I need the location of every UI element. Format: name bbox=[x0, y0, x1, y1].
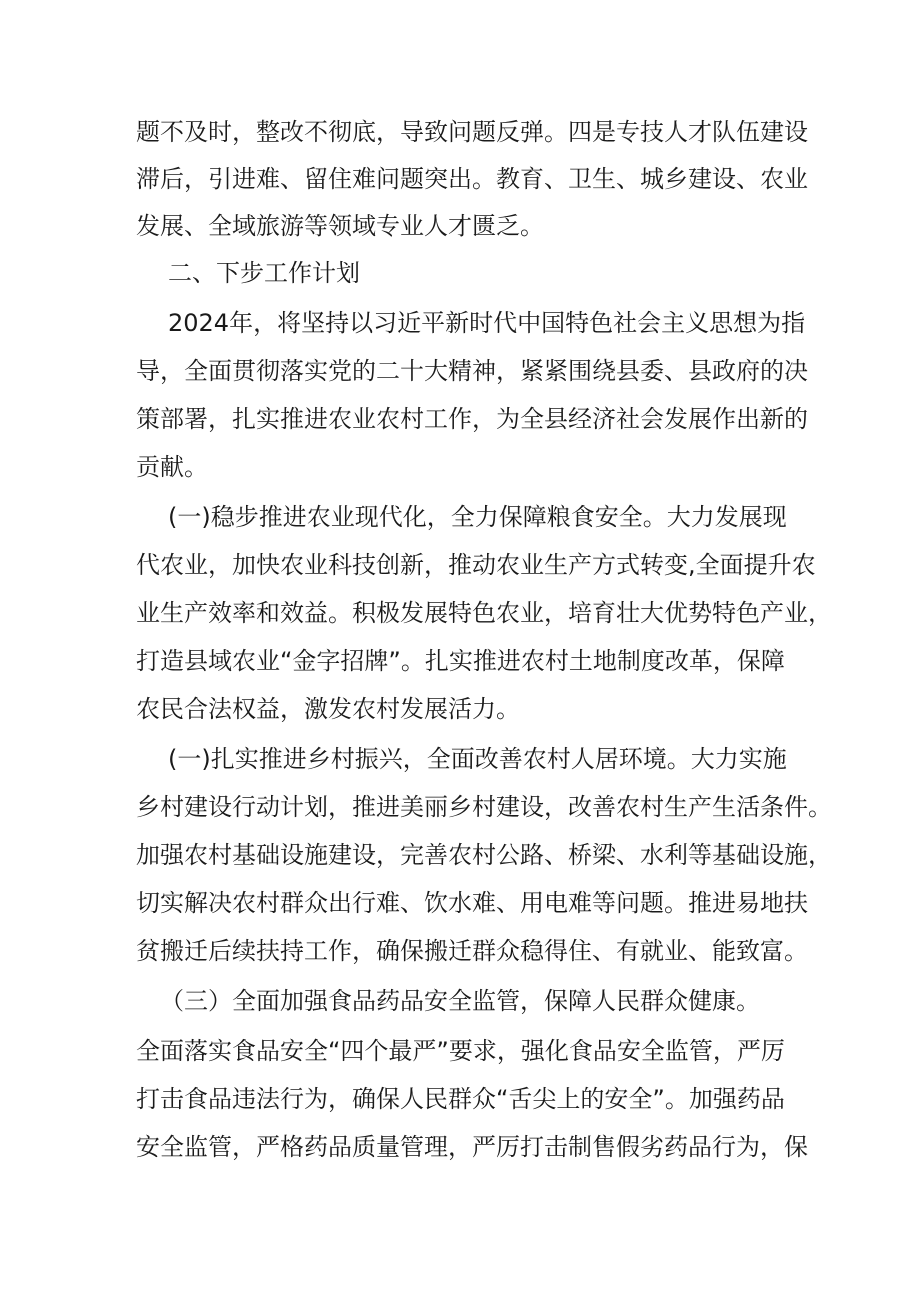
body-text-line: 全面落实食品安全“四个最严”要求，强化食品安全监管，严厉 bbox=[136, 1037, 785, 1065]
body-text-line: 导，全面贯彻落实党的二十大精神，紧紧围绕县委、县政府的决 bbox=[136, 357, 808, 385]
body-text-line: 业生产效率和效益。积极发展特色农业，培育壮大优势特色产业， bbox=[136, 599, 832, 627]
body-text-line: 切实解决农村群众出行难、饮水难、用电难等问题。推进易地扶 bbox=[136, 889, 808, 917]
body-text-line: 加强农村基础设施建设，完善农村公路、桥梁、水利等基础设施， bbox=[136, 841, 832, 869]
body-text-line: 农民合法权益，激发农村发展活力。 bbox=[136, 695, 520, 723]
section-heading: 二、下步工作计划 bbox=[168, 259, 360, 287]
body-text-line: 乡村建设行动计划，推进美丽乡村建设，改善农村生产生活条件。 bbox=[136, 793, 832, 821]
body-text-line: 策部署，扎实推进农业农村工作，为全县经济社会发展作出新的 bbox=[136, 405, 808, 433]
body-text-line: 贫搬迁后续扶持工作，确保搬迁群众稳得住、有就业、能致富。 bbox=[136, 937, 808, 965]
subsection-heading-line: (一)稳步推进农业现代化，全力保障粮食安全。大力发展现 bbox=[168, 503, 787, 531]
body-text-line: 代农业，加快农业科技创新，推动农业生产方式转变,全面提升农 bbox=[136, 551, 816, 579]
body-text-line: 2024年，将坚持以习近平新时代中国特色社会主义思想为指 bbox=[168, 309, 806, 337]
subsection-heading-line: （三）全面加强食品药品安全监管，保障人民群众健康。 bbox=[160, 987, 760, 1015]
body-text-line: 发展、全域旅游等领域专业人才匮乏。 bbox=[136, 212, 544, 240]
body-text-line: 打造县域农业“金字招牌”。扎实推进农村土地制度改革，保障 bbox=[136, 647, 785, 675]
body-text-line: 题不及时，整改不彻底，导致问题反弹。四是专技人才队伍建设 bbox=[136, 118, 808, 146]
body-text-line: 贡献。 bbox=[136, 453, 208, 481]
body-text-line: 打击食品违法行为，确保人民群众“舌尖上的安全”。加强药品 bbox=[136, 1085, 785, 1113]
body-text-line: 安全监管，严格药品质量管理，严厉打击制售假劣药品行为，保 bbox=[136, 1133, 808, 1161]
subsection-heading-line: (一)扎实推进乡村振兴，全面改善农村人居环境。大力实施 bbox=[168, 745, 787, 773]
body-text-line: 滞后，引进难、留住难问题突出。教育、卫生、城乡建设、农业 bbox=[136, 165, 808, 193]
